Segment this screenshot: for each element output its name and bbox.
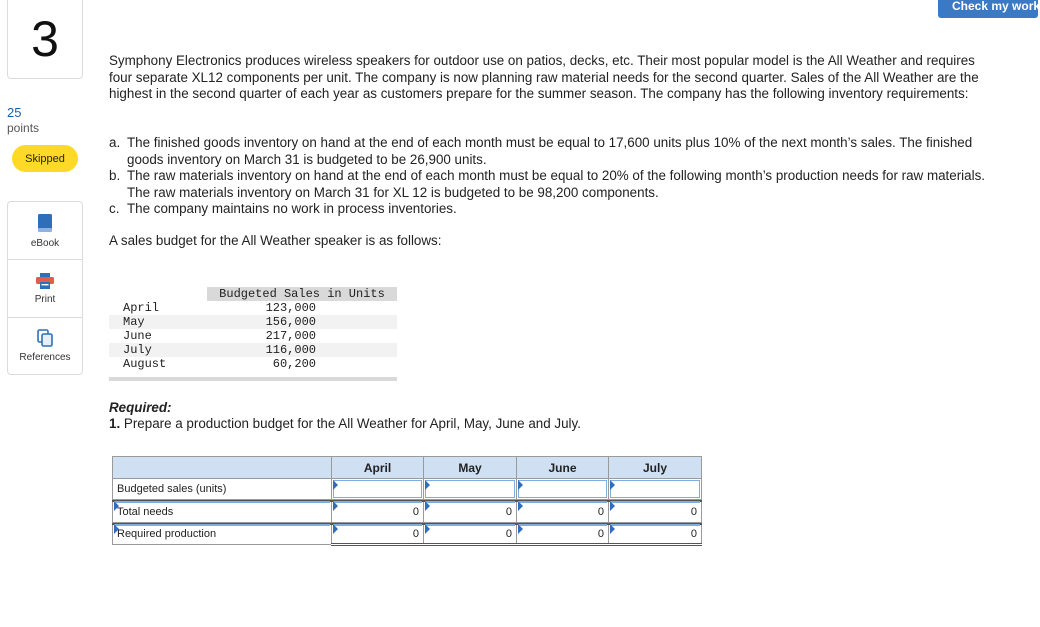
required-production-july: 0 xyxy=(609,524,702,545)
required-production-june: 0 xyxy=(517,524,609,545)
requirement-text: The raw materials inventory on hand at the end of each month must be equal to 20% of the following month’s production needs for raw materials. The raw materials inventory on March 31 for XL 12 is budgeted to be 98,200 components. xyxy=(127,168,985,200)
table-row xyxy=(109,343,397,357)
status-badge: Skipped xyxy=(12,145,78,172)
sales-month: June xyxy=(123,329,152,343)
required-item xyxy=(109,416,581,431)
sales-month: April xyxy=(123,301,160,315)
row-label-input-2[interactable] xyxy=(113,522,332,524)
sales-units: 60,200 xyxy=(272,357,316,371)
points-value: 25 xyxy=(7,105,22,120)
required-title: Required: xyxy=(109,400,172,415)
table-row xyxy=(109,357,397,371)
table-row xyxy=(109,315,397,329)
budgeted-sales-may-input[interactable] xyxy=(424,479,517,500)
budgeted-sales-row xyxy=(113,479,702,500)
sales-units: 156,000 xyxy=(265,315,316,329)
row2-july-input[interactable] xyxy=(609,522,702,524)
tools-panel xyxy=(7,201,83,375)
adjustment-row-2 xyxy=(113,522,702,524)
total-needs-may: 0 xyxy=(424,501,517,522)
sales-intro: A sales budget for the All Weather speaker is as follows: xyxy=(109,233,442,248)
header-blank-cell xyxy=(113,457,332,479)
total-needs-april: 0 xyxy=(332,501,424,522)
row-label-input-1[interactable] xyxy=(113,500,332,502)
requirement-text: The finished goods inventory on hand at the end of each month must be equal to 17,600 units plus 10% of the next month’s sales. The finished goods inventory on March 31 is budgeted to be 26,900 units. xyxy=(127,135,973,167)
sales-budget-table xyxy=(109,283,397,381)
sales-budget-header-row xyxy=(109,287,397,301)
row2-april-input[interactable] xyxy=(332,522,424,524)
budgeted-sales-june-input[interactable] xyxy=(517,479,609,500)
check-my-work-button[interactable]: Check my work xyxy=(938,0,1038,18)
question-number: 3 xyxy=(7,0,83,79)
row2-may-input[interactable] xyxy=(424,522,517,524)
requirement-marker: c. xyxy=(109,201,120,216)
row1-april-input[interactable] xyxy=(332,500,424,502)
copy-icon xyxy=(37,329,53,347)
budgeted-sales-april-input[interactable] xyxy=(332,479,424,500)
budgeted-sales-july-input[interactable] xyxy=(609,479,702,500)
column-header-june: June xyxy=(517,457,609,479)
sales-units: 123,000 xyxy=(265,301,316,315)
sales-month: July xyxy=(123,343,152,357)
column-header-may: May xyxy=(424,457,517,479)
total-needs-july: 0 xyxy=(609,501,702,522)
requirement-a xyxy=(109,135,989,168)
row-label-budgeted-sales: Budgeted sales (units) xyxy=(113,479,332,500)
print-label: Print xyxy=(34,293,56,305)
required-production-may: 0 xyxy=(424,524,517,545)
printer-icon xyxy=(36,273,54,289)
required-item-number: 1. xyxy=(109,416,121,431)
header-row xyxy=(113,457,702,479)
ebook-label: eBook xyxy=(30,237,60,249)
book-icon xyxy=(37,213,53,233)
requirements-list xyxy=(109,135,989,218)
print-button[interactable] xyxy=(8,260,82,318)
sales-month: August xyxy=(123,357,167,371)
requirement-b xyxy=(109,168,989,201)
total-needs-june: 0 xyxy=(517,501,609,522)
table-row xyxy=(109,329,397,343)
problem-intro: Symphony Electronics produces wireless speakers for outdoor use on patios, decks, etc. Their most popular model is the All Weather and requires four separate XL12 components per unit. The company is now planning raw material needs for the second quarter. Sales of the All Weather are the highest in the second quarter of each year as customers prepare for the summer season. The company has the following inventory requirements: xyxy=(109,53,979,101)
sales-units: 217,000 xyxy=(265,329,316,343)
row1-may-input[interactable] xyxy=(424,500,517,502)
references-label: References xyxy=(19,352,71,363)
row-label-required-production: Required production xyxy=(113,524,332,545)
requirement-marker: b. xyxy=(109,168,121,183)
column-header-april: April xyxy=(332,457,424,479)
requirement-marker: a. xyxy=(109,135,121,150)
sales-month: May xyxy=(123,315,145,329)
sales-budget-header: Budgeted Sales in Units xyxy=(219,287,385,301)
column-header-july: July xyxy=(609,457,702,479)
row1-july-input[interactable] xyxy=(609,500,702,502)
production-budget-table xyxy=(112,456,702,546)
row1-june-input[interactable] xyxy=(517,500,609,502)
row2-june-input[interactable] xyxy=(517,522,609,524)
adjustment-row-1 xyxy=(113,500,702,502)
ebook-button[interactable] xyxy=(8,202,82,260)
requirement-c xyxy=(109,201,989,218)
sales-units: 116,000 xyxy=(265,343,316,357)
requirement-text: The company maintains no work in process inventories. xyxy=(127,201,457,216)
table-row xyxy=(109,301,397,315)
references-button[interactable] xyxy=(8,318,82,374)
points-label: points xyxy=(7,121,40,135)
required-production-april: 0 xyxy=(332,524,424,545)
required-item-text: Prepare a production budget for the All Weather for April, May, June and July. xyxy=(123,416,581,431)
row-label-total-needs: Total needs xyxy=(113,501,332,522)
